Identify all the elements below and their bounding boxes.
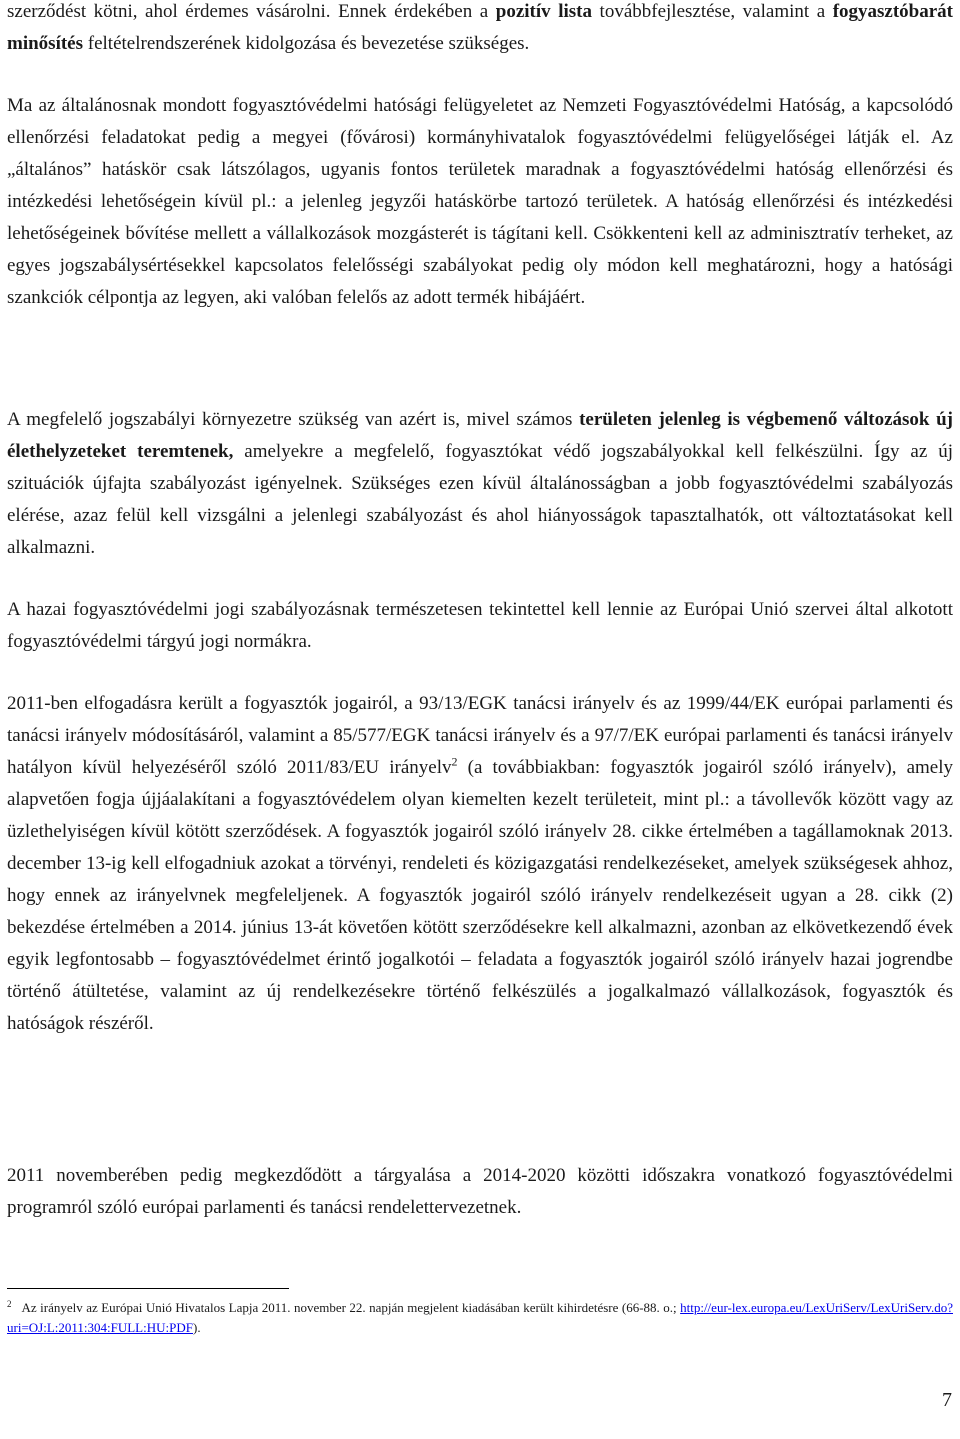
footnote-link[interactable]: http://eur-lex.europa.eu/LexUriServ/LexUriServ.do?uri=OJ:L:2011:304:FULL:HU:PDF: [7, 1300, 953, 1335]
footnote-separator: [7, 1288, 289, 1289]
p3-text-c: amelyekre a megfelelő, fogyasztókat védő jogszabályokkal kell felkészülni. Így az új szituációk újfajta szabályozást igényelnek. Szükséges ezen kívül általánosságban a jobb fogyasztóvédelmi szabályozás elérése, azaz felül kell vizsgálni a jelenlegi szabályozást és ahol hiányosságok tapasztalhatók, ott változtatásokat kell alkalmazni.: [7, 441, 953, 558]
p3-text-a: A megfelelő jogszabályi környezetre szükség van azért is, mivel számos: [7, 409, 580, 430]
p5-text-b: (a továbbiakban: fogyasztók jogairól szóló irányelv), amely alapvetően fogja újjáalakítani a fogyasztóvédelem olyan kiemelten kezelt területeit, mint pl.: a távollevők között vagy az üzlethelyiségen kívül kötött szerződések. A fogyasztók jogairól szóló irányelv 28. cikke értelmében a tagállamoknak 2013. december 13-ig kell elfogadniuk azokat a törvényi, rendeleti és közigazgatási rendelkezéseket, amelyek szükségesek ahhoz, hogy ennek az irányelvnek megfeleljenek. A fogyasztók jogairól szóló irányelv rendelkezéseit ugyan a 28. cikk (2) bekezdése értelmében a 2014. június 13-át követően kötött szerződésekre kell alkalmazni, azonban az elkövetkezendő évek egyik legfontosabb – fogyasztóvédelmet érintő jogalkotói – feladata a fogyasztók jogairól szóló irányelv hazai jogrendbe történő átültetése, valamint az új rendelkezésekre történő felkészülés a jogalkalmazó vállalkozások, fogyasztók és hatóságok részéről.: [7, 757, 953, 1034]
paragraph-legal-environment: [7, 404, 953, 564]
p1-text-c: továbbfejlesztése, valamint a: [592, 1, 833, 22]
footnote-reference[interactable]: 2: [451, 754, 458, 769]
p3-bold-changes: területen jelenleg is végbemenő változások új élethelyzeteket teremtenek,: [7, 409, 953, 462]
p1-text-a: szerződést kötni, ahol érdemes vásárolni. Ennek érdekében a: [7, 1, 496, 22]
p1-bold-positive-list: pozitív lista: [495, 1, 592, 22]
paragraph-eu-norms: A hazai fogyasztóvédelmi jogi szabályozásnak természetesen tekintettel kell lennie az Európai Unió szervei által alkotott fogyasztóvédelmi tárgyú jogi normákra.: [7, 599, 953, 652]
p1-text-e: feltételrendszerének kidolgozása és bevezetése szükséges.: [83, 33, 530, 54]
footnote-text: Az irányelv az Európai Unió Hivatalos Lapja 2011. november 22. napján megjelent kiadásában került kihirdetésre (66-88. o.;: [21, 1300, 681, 1315]
p1-bold-consumer-rating: fogyasztóbarát minősítés: [7, 1, 954, 54]
paragraph-program-2014-2020: 2011 novemberében pedig megkezdődött a tárgyalása a 2014-2020 közötti időszakra vonatkozó fogyasztóvédelmi programról szóló európai parlamenti és tanácsi rendelettervezetnek.: [7, 1165, 953, 1218]
footnote: [7, 1298, 953, 1338]
page-number: 7: [942, 1389, 952, 1411]
p5-text-a: 2011-ben elfogadásra került a fogyasztók jogairól, a 93/13/EGK tanácsi irányelv és az 1999/44/EK európai parlamenti és tanácsi irányelv módosításáról, valamint a 85/577/EGK tanácsi irányelv és a 97/7/EK európai parlamenti és tanácsi irányelv hatályon kívül helyezéséről szóló 2011/83/EU irányelv: [7, 693, 953, 778]
footnote-number: 2: [7, 1298, 12, 1309]
paragraph-directive-2011: [7, 688, 953, 1040]
paragraph-positive-list: [7, 0, 953, 60]
footnote-end: ).: [192, 1320, 201, 1335]
paragraph-authority-supervision: Ma az általánosnak mondott fogyasztóvédelmi hatósági felügyeletet az Nemzeti Fogyasztóvédelmi Hatóság, a kapcsolódó ellenőrzési feladatokat pedig a megyei (fővárosi) kormányhivatalok fogyasztóvédelmi felügyelőségei látják el. Az „általános” hatáskör csak látszólagos, ugyanis fontos területek maradnak a fogyasztóvédelmi hatóság ellenőrzési és intézkedési lehetőségein kívül pl.: a jelenleg jegyzői hatáskörbe tartozó területek. A hatóság ellenőrzési és intézkedési lehetőségeinek bővítése mellett a vállalkozások mozgásterét is tágítani kell. Csökkenteni kell az adminisztratív terheket, az egyes jogszabálysértésekkel kapcsolatos felelősségi szabályokat pedig oly módon kell meghatározni, hogy a hatósági szankciók célpontja az legyen, aki valóban felelős az adott termék hibájáért.: [7, 95, 953, 308]
